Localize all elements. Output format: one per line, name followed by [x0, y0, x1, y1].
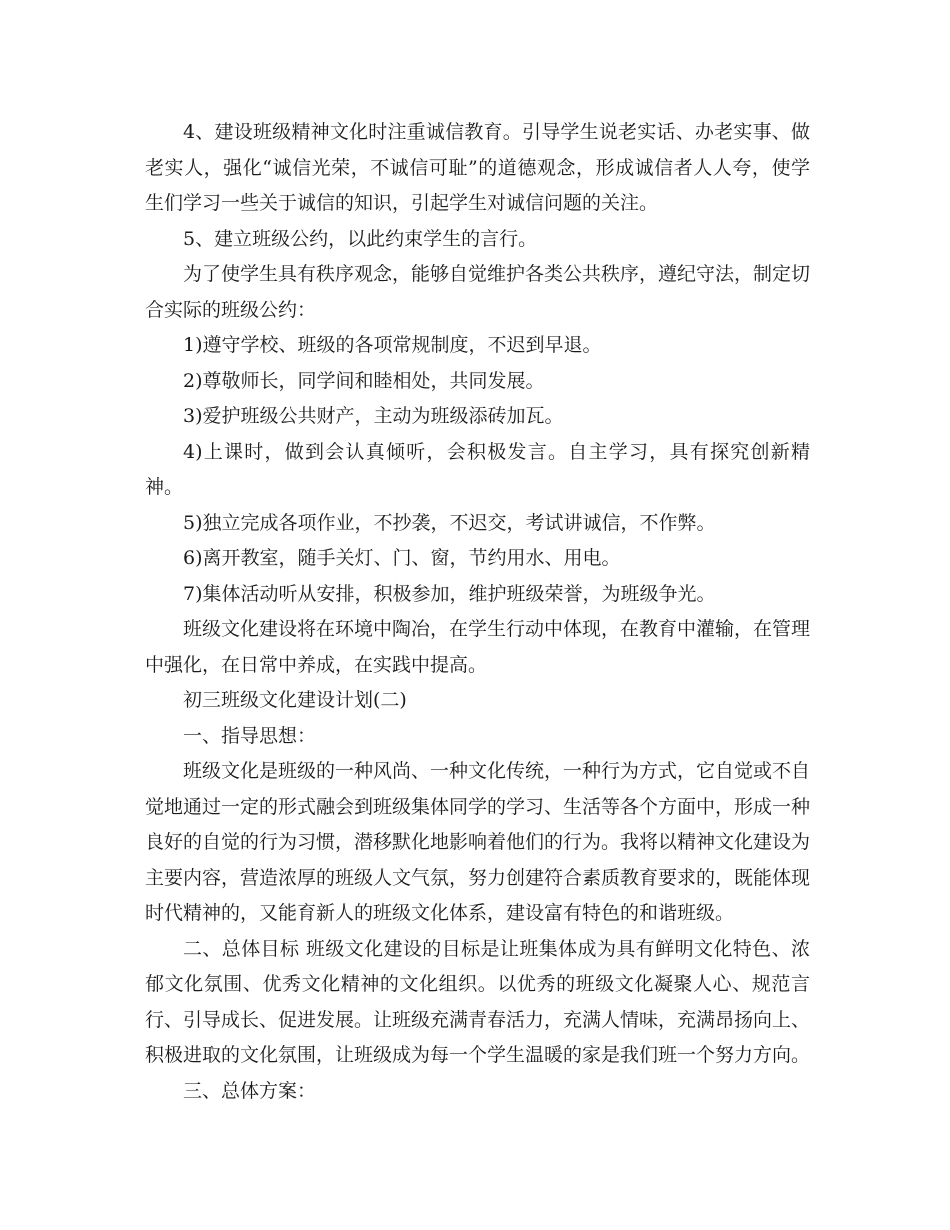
convention-item-7: 7)集体活动听从安排，积极参加，维护班级荣誉，为班级争光。: [183, 582, 716, 605]
paragraph-culture-summary: 班级文化建设将在环境中陶冶，在学生行动中体现，在教育中灌输，在管理中强化，在日常中养成，在实践中提高。: [145, 618, 811, 676]
paragraph-guiding-ideology: 班级文化是班级的一种风尚、一种文化传统，一种行为方式，它自觉或不自觉地通过一定的形式融会到班级集体同学的学习、生活等各个方面中，形成一种良好的自觉的行为习惯，潜移默化地影响着他们的行为。我将以精神文化建设为主要内容，营造浓厚的班级人文气氛，努力创建符合素质教育要求的，既能体现时代精神的，又能育新人的班级文化体系，建设富有特色的和谐班级。: [145, 760, 811, 924]
document-body: [145, 115, 810, 1109]
section-title-plan-two: 初三班级文化建设计划(二): [183, 689, 407, 711]
convention-item-6: 6)离开教室，随手关灯、门、窗，节约用水、用电。: [183, 547, 621, 569]
convention-item-4: 4)上课时，做到会认真倾听，会积极发言。自主学习，具有探究创新精神。: [145, 440, 810, 498]
convention-item-2: 2)尊敬师长，同学间和睦相处，共同发展。: [183, 369, 545, 392]
heading-overall-plan: 三、总体方案：: [183, 1079, 317, 1102]
convention-item-1: 1)遵守学校、班级的各项常规制度，不迟到早退。: [183, 334, 602, 356]
heading-guiding-ideology: 一、指导思想：: [183, 724, 317, 747]
convention-item-3: 3)爱护班级公共财产，主动为班级添砖加瓦。: [183, 405, 564, 427]
paragraph-overall-goal: 二、总体目标 班级文化建设的目标是让班集体成为具有鲜明文化特色、浓郁文化氛围、优秀文化精神的文化组织。以优秀的班级文化凝聚人心、规范言行、引导成长、促进发展。让班级充满青春活力，充满人情味，充满昂扬向上、积极进取的文化氛围，让班级成为每一个学生温暖的家是我们班一个努力方向。: [145, 937, 811, 1066]
paragraph-honesty-education: 4、建设班级精神文化时注重诚信教育。引导学生说老实话、办老实事、做老实人，强化“诚信光荣，不诚信可耻”的道德观念，形成诚信者人人夸，使学生们学习一些关于诚信的知识，引起学生对诚信问题的关注。: [145, 121, 810, 214]
paragraph-convention-intro: 为了使学生具有秩序观念，能够自觉维护各类公共秩序，遵纪守法，制定切合实际的班级公约：: [145, 263, 811, 321]
convention-item-5: 5)独立完成各项作业，不抄袭，不迟交，考试讲诚信，不作弊。: [183, 511, 716, 534]
paragraph-class-convention-heading: 5、建立班级公约，以此约束学生的言行。: [183, 227, 538, 250]
